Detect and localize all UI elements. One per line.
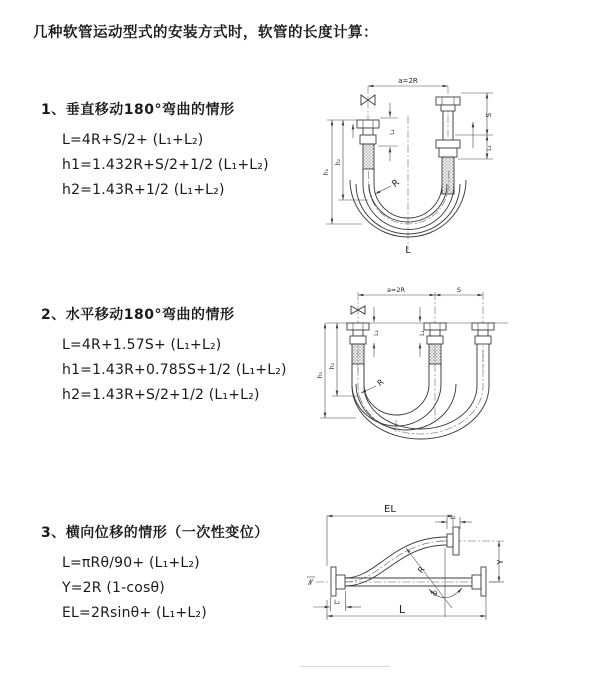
- dim-label-l1-left: L₁: [373, 330, 380, 336]
- scan-artifact-line: [300, 666, 390, 672]
- section-1-formulas: [41, 128, 319, 203]
- formula-y: Y=2R (1-cosθ): [62, 580, 165, 596]
- diagram-lateral-displacement: [300, 496, 600, 653]
- formula-h1: h1=1.43R+0.785S+1/2 (L₁+L₂): [62, 362, 287, 378]
- page-title: 几种软管运动型式的安装方式时，软管的长度计算：: [33, 25, 378, 41]
- section-3-formulas: [41, 551, 319, 626]
- dim-label-s: S: [485, 112, 493, 118]
- dim-label-h1: h₁: [317, 371, 324, 379]
- dim-label-r: R: [375, 377, 386, 388]
- formula-length: L=4R+S/2+ (L₁+L₂): [62, 132, 204, 148]
- dim-label-r: R: [416, 564, 427, 575]
- middle-fitting: [424, 323, 446, 364]
- dimensions: [317, 286, 483, 418]
- formula-h1: h1=1.432R+S/2+1/2 (L₁+L₂): [62, 157, 269, 173]
- dim-label-l1: L₁: [450, 514, 456, 521]
- braided-hose-section: [429, 344, 441, 364]
- formula-el: EL=2Rsinθ+ (L₁+L₂): [62, 605, 207, 621]
- section-horizontal-180: [41, 306, 319, 408]
- section-vertical-180: [41, 101, 319, 203]
- dim-label-l1-mid: L₁: [419, 330, 426, 336]
- left-fitting: [347, 306, 369, 364]
- formula-length: L=4R+1.57S+ (L₁+L₂): [62, 337, 222, 353]
- formula-h2: h2=1.43R+S/2+1/2 (L₁+L₂): [62, 387, 260, 403]
- dim-label-h2: h₂: [335, 158, 342, 166]
- dim-label-s: S: [456, 286, 462, 294]
- diagram-vertical-180-bend: [312, 72, 594, 258]
- right-fitting: [472, 323, 494, 344]
- braided-hose-section: [352, 344, 364, 364]
- dim-label-y: Y: [496, 559, 505, 565]
- formula-h2: h2=1.43R+1/2 (L₁+L₂): [62, 182, 225, 198]
- section-1-heading: 1、垂直移动180°弯曲的情形: [41, 102, 235, 118]
- dim-label-l: L: [398, 603, 406, 616]
- centerlines: [368, 86, 449, 250]
- dimensions: [313, 504, 505, 620]
- diagram-horizontal-180-bend: [312, 280, 594, 462]
- dim-label-l: L: [405, 245, 411, 256]
- dim-label-h2: h₂: [329, 362, 336, 370]
- centerline-break-mark: [307, 577, 315, 585]
- hose: [352, 344, 489, 439]
- dim-label-l1-right: L₁: [486, 145, 493, 151]
- section-2-heading: 2、水平移动180°弯曲的情形: [41, 307, 235, 323]
- section-2-formulas: [41, 333, 319, 408]
- section-3-heading: 3、横向位移的情形（一次性变位）: [41, 525, 269, 541]
- dim-label-a2r: a=2R: [386, 286, 406, 294]
- dim-label-l2: L₂: [334, 599, 340, 606]
- section-lateral: [41, 524, 319, 626]
- dim-label-r: R: [390, 178, 402, 190]
- braided-hose-section: [363, 144, 374, 169]
- dim-label-el: EL: [384, 504, 396, 515]
- dim-label-a2r: a=2R: [398, 77, 418, 85]
- right-flange: [472, 567, 486, 596]
- braided-hose-section: [442, 157, 454, 194]
- formula-length: L=πRθ/90+ (L₁+L₂): [62, 555, 200, 571]
- upper-flange: [447, 527, 459, 555]
- dim-label-l1-left: L₁: [389, 129, 396, 135]
- dim-label-theta: θ: [432, 590, 438, 598]
- left-flange: [331, 567, 345, 596]
- dim-label-h1: h₁: [323, 168, 330, 176]
